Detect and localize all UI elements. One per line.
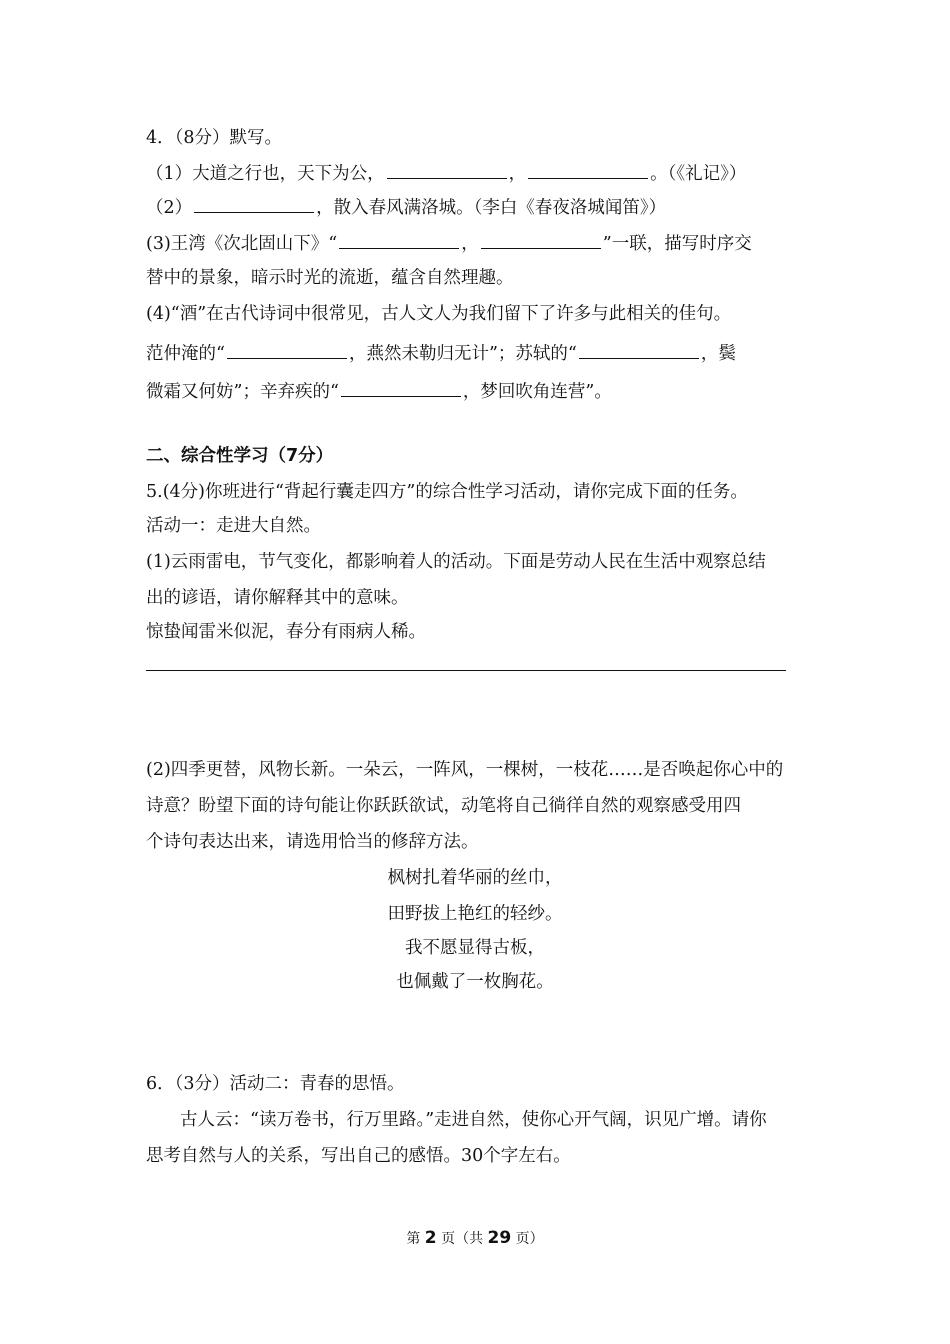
q4-item-3-cont: 替中的景象，暗示时光的流逝，蕴含自然理趣。 — [146, 268, 514, 288]
q4-item-4-line3: 微霜又何妨”；辛弃疾的“ ，梦回吹角连营”。 — [146, 378, 612, 404]
section-title: 二、综合性学习（7分） — [146, 446, 334, 466]
q4-item-1-text: （1）大道之行也，天下为公， — [146, 164, 385, 184]
q4-item-1: （1）大道之行也，天下为公， ， 。（《礼记》） — [146, 160, 746, 186]
fill-blank[interactable] — [528, 160, 648, 179]
q4-item-4-line2: 范仲淹的“ ，燕然未勒归无计”；苏轼的“ ，鬓 — [146, 340, 736, 366]
poem-line: 也佩戴了一枚胸花。 — [396, 972, 554, 992]
fill-blank[interactable] — [481, 230, 601, 249]
fill-blank[interactable] — [387, 160, 507, 179]
q5-item-2-line2: 诗意？盼望下面的诗句能让你跃跃欲试，动笔将自己徜徉自然的观察感受用四 — [146, 796, 741, 816]
q4-item-3: (3)王湾《次北固山下》“ ， ”一联，描写时序交 — [146, 230, 752, 256]
page-footer: 第 2 页（共 29 页） — [406, 1228, 544, 1248]
total-pages: 29 — [487, 1228, 512, 1248]
q6-header: 6．（3分）活动二：青春的思悟。 — [146, 1074, 405, 1094]
q5-item-1: (1)云雨雷电，节气变化，都影响着人的活动。下面是劳动人民在生活中观察总结 — [146, 552, 766, 572]
q4-item-2: （2） ，散入春风满洛城。（李白《春夜洛城闻笛》） — [146, 194, 666, 220]
q5-item-2: (2)四季更替，风物长新。一朵云，一阵风，一棵树，一枝花……是否唤起你心中的 — [146, 760, 784, 780]
q6-text-cont: 思考自然与人的关系，写出自己的感悟。30个字左右。 — [146, 1146, 571, 1166]
poem-line: 田野拔上艳红的轻纱。 — [387, 904, 563, 924]
poem-line: 我不愿显得古板， — [405, 938, 545, 958]
poem-line: 枫树扎着华丽的丝巾， — [387, 868, 563, 888]
q5-activity-1: 活动一：走进大自然。 — [146, 516, 321, 536]
fill-blank[interactable] — [194, 194, 314, 213]
q4-item-4: (4)“酒”在古代诗词中很常见，古人文人为我们留下了许多与此相关的佳句。 — [146, 304, 732, 324]
fill-blank[interactable] — [341, 378, 461, 397]
fill-blank[interactable] — [579, 340, 699, 359]
fill-blank[interactable] — [339, 230, 459, 249]
q5-header: 5.(4分)你班进行“背起行囊走四方”的综合性学习活动，请你完成下面的任务。 — [146, 482, 748, 502]
q4-header: 4．（8分）默写。 — [146, 128, 283, 148]
q6-text: 古人云：“读万卷书，行万里路。”走进自然，使你心开气阔，识见广增。请你 — [180, 1110, 767, 1130]
fill-blank[interactable] — [227, 340, 347, 359]
page-number: 2 — [424, 1228, 437, 1248]
q5-item-1-cont: 出的谚语，请你解释其中的意味。 — [146, 588, 409, 608]
q5-item-2-line3: 个诗句表达出来，请选用恰当的修辞方法。 — [146, 832, 479, 852]
answer-line[interactable] — [146, 670, 786, 671]
q5-proverb: 惊蛰闻雷米似泥，春分有雨病人稀。 — [146, 622, 426, 642]
